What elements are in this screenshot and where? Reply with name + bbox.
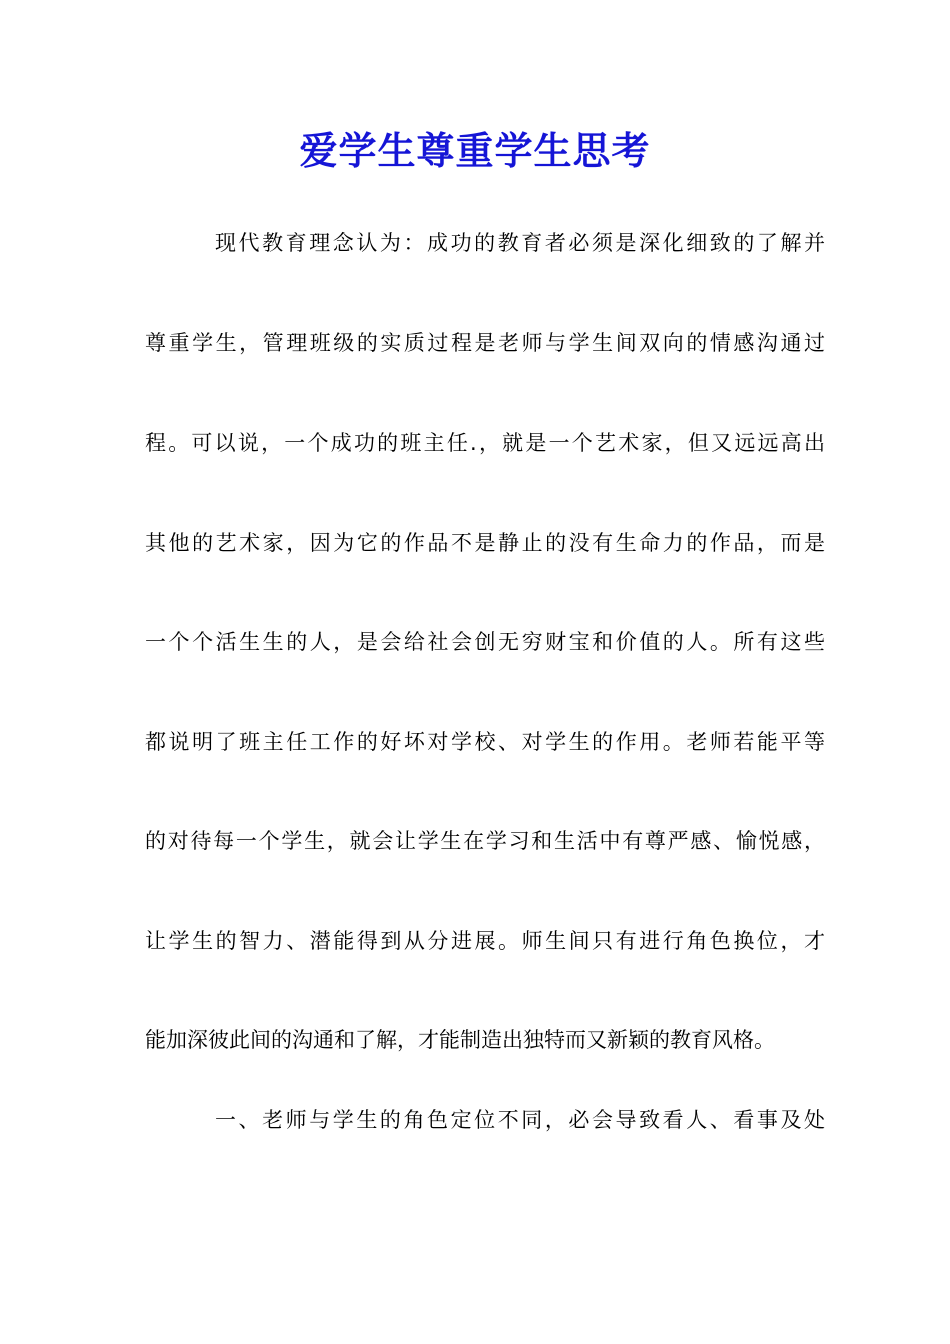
paragraph-line: 一个个活生生的人，是会给社会创无穷财宝和价值的人。所有这些 — [145, 630, 825, 654]
paragraph-line: 现代教育理念认为：成功的教育者必须是深化细致的了解并 — [215, 231, 825, 255]
paragraph-line: 其他的艺术家，因为它的作品不是静止的没有生命力的作品，而是 — [145, 531, 825, 555]
paragraph-line: 尊重学生，管理班级的实质过程是老师与学生间双向的情感沟通过 — [145, 331, 825, 355]
paragraph-line: 一、老师与学生的角色定位不同，必会导致看人、看事及处 — [215, 1108, 825, 1132]
paragraph-line: 的对待每一个学生，就会让学生在学习和生活中有尊严感、愉悦感， — [145, 829, 825, 853]
paragraph-line: 让学生的智力、潜能得到从分进展。师生间只有进行角色换位，才 — [145, 929, 825, 953]
paragraph-line: 能加深彼此间的沟通和了解，才能制造出独特而又新颖的教育风格。 — [145, 1028, 775, 1052]
document-title: 爱学生尊重学生思考 — [299, 128, 651, 173]
paragraph-line: 程。可以说，一个成功的班主任.，就是一个艺术家，但又远远高出 — [145, 431, 825, 455]
paragraph-line: 都说明了班主任工作的好坏对学校、对学生的作用。老师若能平等 — [145, 730, 825, 754]
